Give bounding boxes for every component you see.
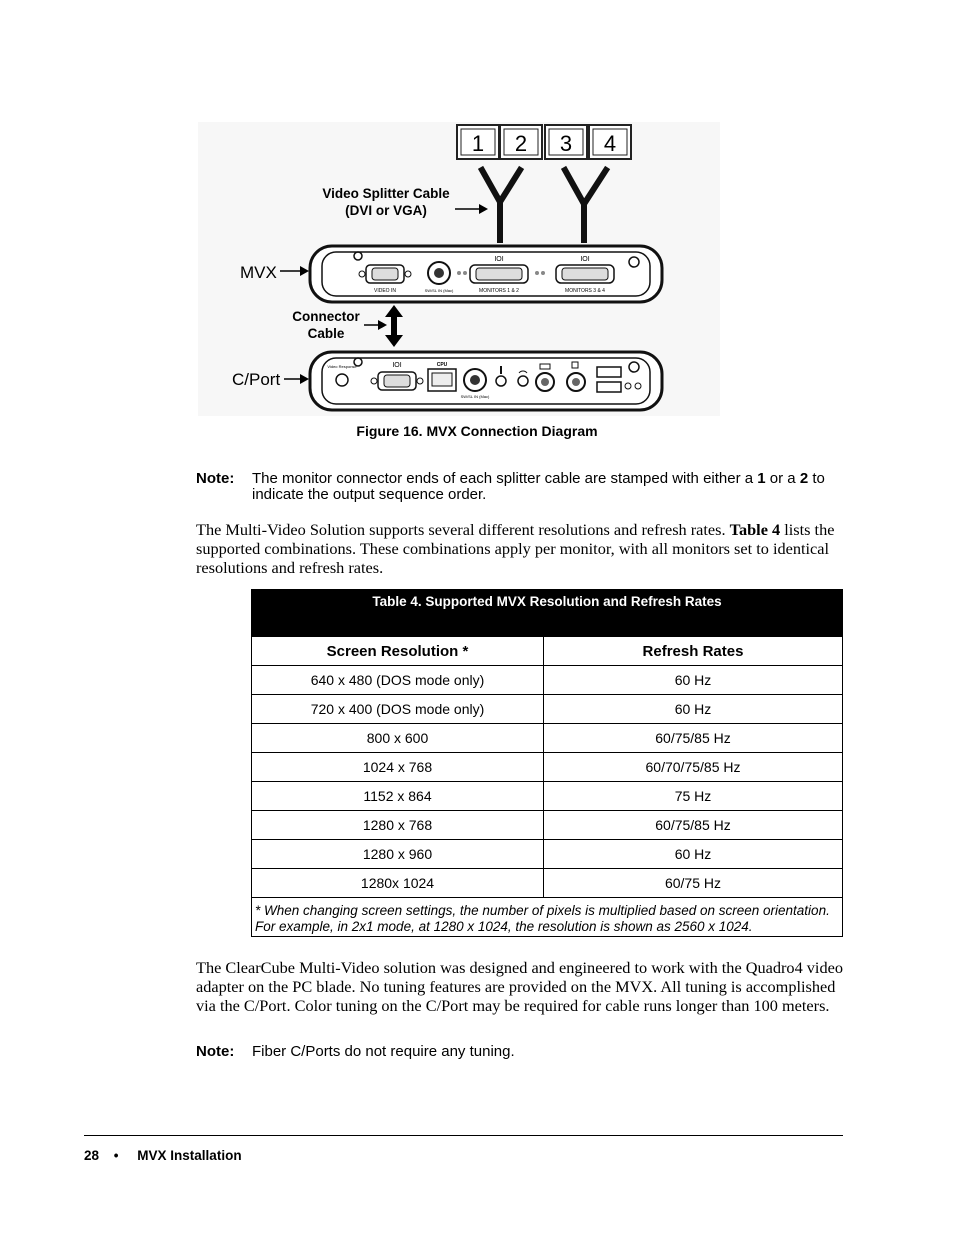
mvx-connection-diagram: [198, 122, 720, 416]
cport-label: C/Port: [232, 370, 281, 389]
cport-video-response-label: Video Response: [327, 364, 357, 369]
monitor-icon-3: [545, 125, 587, 159]
table-cell-refresh: 60/75/85 Hz: [544, 724, 843, 753]
table-title: Table 4. Supported MVX Resolution and Refresh Rates: [252, 590, 843, 637]
table-row: [252, 753, 843, 782]
table-cell-resolution: 720 x 400 (DOS mode only): [252, 695, 544, 724]
table-cell-refresh: 60/70/75/85 Hz: [544, 753, 843, 782]
splitter-label-line2: (DVI or VGA): [345, 203, 427, 218]
table-row: [252, 840, 843, 869]
footer-divider: [84, 1135, 843, 1136]
note-text: Fiber C/Ports do not require any tuning.: [252, 1043, 515, 1060]
table-row: [252, 782, 843, 811]
table-reference[interactable]: Table 4: [729, 520, 781, 539]
table-cell-resolution: 640 x 480 (DOS mode only): [252, 666, 544, 695]
mvx-monitors-34-label: MONITORS 3 & 4: [565, 288, 605, 294]
table-cell-resolution: 1280 x 768: [252, 811, 544, 840]
mvx-dvi-mark-1: IOI: [494, 256, 504, 263]
para-text: The Multi-Video Solution supports several different resolutions and refresh rates.: [196, 520, 730, 539]
mvx-unit: [310, 246, 662, 302]
mvx-label: MVX: [240, 263, 277, 282]
page-number: 28: [84, 1148, 100, 1163]
cport-dvi-mark: IOI: [392, 362, 402, 369]
resolutions-paragraph: [196, 520, 844, 577]
note-text-part: or a: [765, 470, 800, 487]
table-cell-resolution: 1280 x 960: [252, 840, 544, 869]
connector-label-line1: Connector: [292, 309, 360, 324]
footer-bullet: •: [113, 1148, 119, 1163]
table-cell-refresh: 60 Hz: [544, 666, 843, 695]
resolution-table: [251, 589, 843, 937]
note-text-part: to indicate the output sequence order.: [252, 470, 825, 503]
para-text: lists the supported combinations. These combinations apply per monitor, with all monitors set to identical resolutions and refresh rates.: [196, 520, 835, 577]
table-footnote: * When changing screen settings, the number of pixels is multiplied based on screen orientation. For example, in 2x1 mode, at 1280 x 1024, the resolution is shown as 2560 x 1024.: [252, 898, 843, 937]
note-bold-1: 1: [757, 470, 766, 487]
monitor-number-2: 2: [514, 131, 528, 156]
note-label: Note:: [196, 1043, 235, 1060]
table-cell-resolution: 1152 x 864: [252, 782, 544, 811]
table-header-refresh: Refresh Rates: [544, 637, 843, 666]
note-text: [252, 471, 846, 503]
table-cell-resolution: 1024 x 768: [252, 753, 544, 782]
table-row: [252, 695, 843, 724]
mvx-sw-in-label: SW/SL IN (Mac): [424, 288, 454, 293]
monitor-icon-4: [589, 125, 631, 159]
cport-cpu-label: CPU: [436, 362, 448, 368]
monitor-number-4: 4: [603, 131, 617, 156]
cport-sw-in-label: SW/SL IN (Mac): [460, 394, 490, 399]
splitter-label-line1: Video Splitter Cable: [322, 186, 450, 201]
tuning-paragraph: The ClearCube Multi-Video solution was designed and engineered to work with the Quadro4 video adapter on the PC blade. No tuning features are provided on the MVX. All tuning is accomplished via the C/Port. Color tuning on the C/Port may be required for cable runs longer than 100 meters.: [196, 958, 843, 1015]
monitor-icon-1: [457, 125, 499, 159]
table-row: [252, 666, 843, 695]
note-text-part: The monitor connector ends of each splitter cable are stamped with either a: [252, 470, 758, 487]
table-row: [252, 724, 843, 753]
mvx-video-in-label: VIDEO IN: [374, 288, 396, 294]
note-bold-2: 2: [799, 470, 809, 487]
table-cell-refresh: 60 Hz: [544, 695, 843, 724]
page-footer: [84, 1148, 242, 1163]
figure-caption: Figure 16. MVX Connection Diagram: [356, 423, 598, 439]
mvx-monitors-12-label: MONITORS 1 & 2: [479, 288, 519, 294]
table-row: [252, 811, 843, 840]
note-fiber: [196, 1044, 846, 1062]
section-title: MVX Installation: [137, 1148, 242, 1163]
connector-label-line2: Cable: [307, 326, 345, 341]
monitor-number-3: 3: [559, 131, 573, 156]
table-cell-resolution: 1280x 1024: [252, 869, 544, 898]
table-row: [252, 869, 843, 898]
table-header-resolution: Screen Resolution *: [252, 637, 544, 666]
table-cell-refresh: 60 Hz: [544, 840, 843, 869]
table-cell-refresh: 60/75/85 Hz: [544, 811, 843, 840]
monitor-number-1: 1: [471, 131, 485, 156]
note-label: Note:: [196, 470, 235, 487]
monitor-icon-2: [500, 125, 542, 159]
mvx-dvi-mark-2: IOI: [580, 256, 590, 263]
table-cell-refresh: 75 Hz: [544, 782, 843, 811]
note-splitter: [196, 471, 846, 505]
table-cell-refresh: 60/75 Hz: [544, 869, 843, 898]
cport-unit: [310, 352, 662, 410]
table-cell-resolution: 800 x 600: [252, 724, 544, 753]
